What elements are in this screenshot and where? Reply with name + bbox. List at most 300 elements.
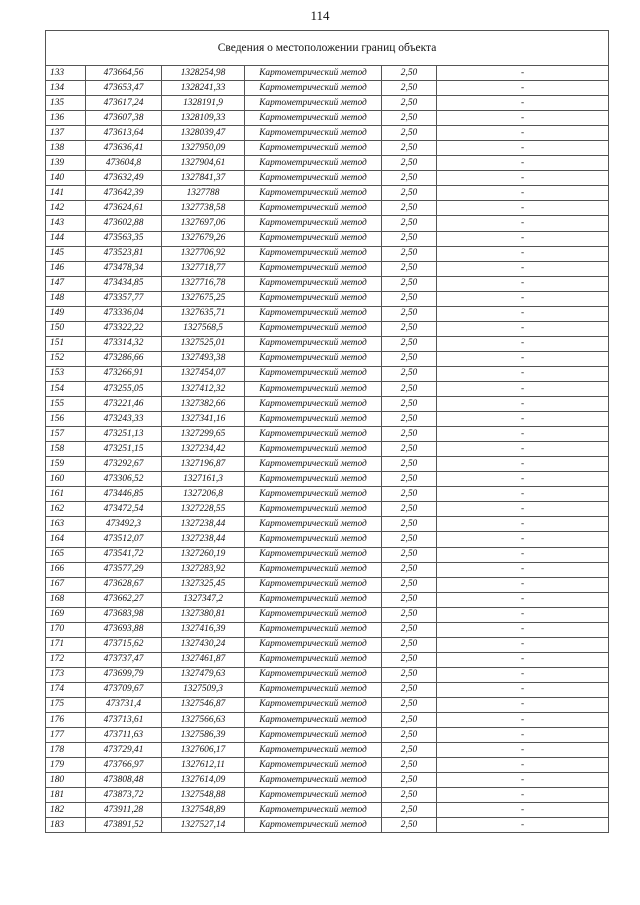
point-number-cell: 144 — [46, 231, 86, 246]
precision-cell: 2,50 — [382, 788, 437, 803]
y-coordinate-cell: 1327196,87 — [162, 457, 245, 472]
y-coordinate-cell: 1327347,2 — [162, 592, 245, 607]
y-coordinate-cell: 1328241,33 — [162, 81, 245, 96]
description-cell: - — [437, 126, 609, 141]
method-cell: Картометрический метод — [245, 397, 382, 412]
y-coordinate-cell: 1327950,09 — [162, 141, 245, 156]
x-coordinate-cell: 473729,41 — [86, 743, 162, 758]
method-cell: Картометрический метод — [245, 562, 382, 577]
precision-cell: 2,50 — [382, 412, 437, 427]
method-cell: Картометрический метод — [245, 532, 382, 547]
precision-cell: 2,50 — [382, 81, 437, 96]
description-cell: - — [437, 216, 609, 231]
description-cell: - — [437, 622, 609, 637]
table-row — [46, 351, 609, 366]
table-row — [46, 622, 609, 637]
y-coordinate-cell: 1328254,98 — [162, 66, 245, 81]
precision-cell: 2,50 — [382, 111, 437, 126]
point-number-cell: 173 — [46, 667, 86, 682]
method-cell: Картометрический метод — [245, 487, 382, 502]
y-coordinate-cell: 1327380,81 — [162, 607, 245, 622]
table-row — [46, 231, 609, 246]
y-coordinate-cell: 1327260,19 — [162, 547, 245, 562]
method-cell: Картометрический метод — [245, 291, 382, 306]
table-row — [46, 547, 609, 562]
description-cell: - — [437, 803, 609, 818]
method-cell: Картометрический метод — [245, 141, 382, 156]
table-row — [46, 126, 609, 141]
method-cell: Картометрический метод — [245, 381, 382, 396]
precision-cell: 2,50 — [382, 773, 437, 788]
precision-cell: 2,50 — [382, 622, 437, 637]
description-cell: - — [437, 336, 609, 351]
point-number-cell: 172 — [46, 652, 86, 667]
x-coordinate-cell: 473512,07 — [86, 532, 162, 547]
method-cell: Картометрический метод — [245, 66, 382, 81]
description-cell: - — [437, 592, 609, 607]
method-cell: Картометрический метод — [245, 306, 382, 321]
point-number-cell: 142 — [46, 201, 86, 216]
table-row — [46, 592, 609, 607]
description-cell: - — [437, 381, 609, 396]
x-coordinate-cell: 473306,52 — [86, 472, 162, 487]
precision-cell: 2,50 — [382, 96, 437, 111]
description-cell: - — [437, 713, 609, 728]
x-coordinate-cell: 473243,33 — [86, 412, 162, 427]
method-cell: Картометрический метод — [245, 321, 382, 336]
method-cell: Картометрический метод — [245, 186, 382, 201]
point-number-cell: 148 — [46, 291, 86, 306]
x-coordinate-cell: 473628,67 — [86, 577, 162, 592]
x-coordinate-cell: 473541,72 — [86, 547, 162, 562]
method-cell: Картометрический метод — [245, 81, 382, 96]
table-row — [46, 758, 609, 773]
table-row — [46, 442, 609, 457]
precision-cell: 2,50 — [382, 758, 437, 773]
y-coordinate-cell: 1327706,92 — [162, 246, 245, 261]
precision-cell: 2,50 — [382, 713, 437, 728]
description-cell: - — [437, 517, 609, 532]
method-cell: Картометрический метод — [245, 667, 382, 682]
point-number-cell: 178 — [46, 743, 86, 758]
table-row — [46, 472, 609, 487]
x-coordinate-cell: 473336,04 — [86, 306, 162, 321]
table-row — [46, 336, 609, 351]
table-body — [46, 66, 609, 833]
y-coordinate-cell: 1327299,65 — [162, 427, 245, 442]
point-number-cell: 156 — [46, 412, 86, 427]
method-cell: Картометрический метод — [245, 276, 382, 291]
precision-cell: 2,50 — [382, 592, 437, 607]
description-cell: - — [437, 773, 609, 788]
method-cell: Картометрический метод — [245, 637, 382, 652]
precision-cell: 2,50 — [382, 667, 437, 682]
table-row — [46, 502, 609, 517]
y-coordinate-cell: 1327283,92 — [162, 562, 245, 577]
description-cell: - — [437, 743, 609, 758]
description-cell: - — [437, 697, 609, 712]
page-number: 114 — [310, 8, 330, 23]
table-row — [46, 186, 609, 201]
x-coordinate-cell: 473624,61 — [86, 201, 162, 216]
description-cell: - — [437, 532, 609, 547]
method-cell: Картометрический метод — [245, 427, 382, 442]
point-number-cell: 168 — [46, 592, 86, 607]
point-number-cell: 177 — [46, 728, 86, 743]
x-coordinate-cell: 473711,63 — [86, 728, 162, 743]
description-cell: - — [437, 788, 609, 803]
y-coordinate-cell: 1327546,87 — [162, 697, 245, 712]
table-row — [46, 773, 609, 788]
description-cell: - — [437, 276, 609, 291]
x-coordinate-cell: 473251,13 — [86, 427, 162, 442]
y-coordinate-cell: 1327382,66 — [162, 397, 245, 412]
precision-cell: 2,50 — [382, 472, 437, 487]
point-number-cell: 155 — [46, 397, 86, 412]
point-number-cell: 153 — [46, 366, 86, 381]
method-cell: Картометрический метод — [245, 728, 382, 743]
x-coordinate-cell: 473434,85 — [86, 276, 162, 291]
description-cell: - — [437, 246, 609, 261]
precision-cell: 2,50 — [382, 201, 437, 216]
y-coordinate-cell: 1327509,3 — [162, 682, 245, 697]
precision-cell: 2,50 — [382, 818, 437, 833]
y-coordinate-cell: 1327612,11 — [162, 758, 245, 773]
table-row — [46, 96, 609, 111]
point-number-cell: 140 — [46, 171, 86, 186]
x-coordinate-cell: 473737,47 — [86, 652, 162, 667]
table-row — [46, 156, 609, 171]
y-coordinate-cell: 1327614,09 — [162, 773, 245, 788]
precision-cell: 2,50 — [382, 231, 437, 246]
method-cell: Картометрический метод — [245, 442, 382, 457]
table-row — [46, 577, 609, 592]
x-coordinate-cell: 473715,62 — [86, 637, 162, 652]
precision-cell: 2,50 — [382, 126, 437, 141]
precision-cell: 2,50 — [382, 216, 437, 231]
x-coordinate-cell: 473604,8 — [86, 156, 162, 171]
precision-cell: 2,50 — [382, 276, 437, 291]
y-coordinate-cell: 1327697,06 — [162, 216, 245, 231]
description-cell: - — [437, 171, 609, 186]
description-cell: - — [437, 502, 609, 517]
method-cell: Картометрический метод — [245, 607, 382, 622]
x-coordinate-cell: 473292,67 — [86, 457, 162, 472]
x-coordinate-cell: 473911,28 — [86, 803, 162, 818]
precision-cell: 2,50 — [382, 141, 437, 156]
description-cell: - — [437, 156, 609, 171]
y-coordinate-cell: 1327841,37 — [162, 171, 245, 186]
description-cell: - — [437, 412, 609, 427]
method-cell: Картометрический метод — [245, 472, 382, 487]
y-coordinate-cell: 1327479,63 — [162, 667, 245, 682]
precision-cell: 2,50 — [382, 397, 437, 412]
x-coordinate-cell: 473478,34 — [86, 261, 162, 276]
table-row — [46, 81, 609, 96]
x-coordinate-cell: 473251,15 — [86, 442, 162, 457]
method-cell: Картометрический метод — [245, 803, 382, 818]
precision-cell: 2,50 — [382, 532, 437, 547]
table-row — [46, 697, 609, 712]
method-cell: Картометрический метод — [245, 743, 382, 758]
point-number-cell: 183 — [46, 818, 86, 833]
precision-cell: 2,50 — [382, 577, 437, 592]
x-coordinate-cell: 473808,48 — [86, 773, 162, 788]
method-cell: Картометрический метод — [245, 622, 382, 637]
precision-cell: 2,50 — [382, 336, 437, 351]
description-cell: - — [437, 351, 609, 366]
description-cell: - — [437, 366, 609, 381]
x-coordinate-cell: 473683,98 — [86, 607, 162, 622]
y-coordinate-cell: 1327461,87 — [162, 652, 245, 667]
method-cell: Картометрический метод — [245, 216, 382, 231]
precision-cell: 2,50 — [382, 457, 437, 472]
description-cell: - — [437, 487, 609, 502]
y-coordinate-cell: 1327566,63 — [162, 713, 245, 728]
description-cell: - — [437, 186, 609, 201]
x-coordinate-cell: 473602,88 — [86, 216, 162, 231]
table-row — [46, 261, 609, 276]
table-row — [46, 291, 609, 306]
x-coordinate-cell: 473613,64 — [86, 126, 162, 141]
x-coordinate-cell: 473472,54 — [86, 502, 162, 517]
point-number-cell: 170 — [46, 622, 86, 637]
description-cell: - — [437, 637, 609, 652]
method-cell: Картометрический метод — [245, 682, 382, 697]
x-coordinate-cell: 473766,97 — [86, 758, 162, 773]
x-coordinate-cell: 473577,29 — [86, 562, 162, 577]
method-cell: Картометрический метод — [245, 592, 382, 607]
method-cell: Картометрический метод — [245, 261, 382, 276]
method-cell: Картометрический метод — [245, 126, 382, 141]
description-cell: - — [437, 397, 609, 412]
x-coordinate-cell: 473563,35 — [86, 231, 162, 246]
point-number-cell: 182 — [46, 803, 86, 818]
description-cell: - — [437, 111, 609, 126]
y-coordinate-cell: 1327238,44 — [162, 517, 245, 532]
description-cell: - — [437, 321, 609, 336]
point-number-cell: 135 — [46, 96, 86, 111]
table-row — [46, 532, 609, 547]
table-row — [46, 201, 609, 216]
precision-cell: 2,50 — [382, 487, 437, 502]
table-row — [46, 743, 609, 758]
precision-cell: 2,50 — [382, 652, 437, 667]
y-coordinate-cell: 1327606,17 — [162, 743, 245, 758]
y-coordinate-cell: 1327738,58 — [162, 201, 245, 216]
x-coordinate-cell: 473607,38 — [86, 111, 162, 126]
x-coordinate-cell: 473709,67 — [86, 682, 162, 697]
y-coordinate-cell: 1327788 — [162, 186, 245, 201]
precision-cell: 2,50 — [382, 186, 437, 201]
table-row — [46, 637, 609, 652]
description-cell: - — [437, 66, 609, 81]
x-coordinate-cell: 473632,49 — [86, 171, 162, 186]
x-coordinate-cell: 473357,77 — [86, 291, 162, 306]
description-cell: - — [437, 728, 609, 743]
precision-cell: 2,50 — [382, 171, 437, 186]
method-cell: Картометрический метод — [245, 171, 382, 186]
x-coordinate-cell: 473266,91 — [86, 366, 162, 381]
point-number-cell: 158 — [46, 442, 86, 457]
precision-cell: 2,50 — [382, 517, 437, 532]
description-cell: - — [437, 261, 609, 276]
table-row — [46, 667, 609, 682]
point-number-cell: 152 — [46, 351, 86, 366]
point-number-cell: 171 — [46, 637, 86, 652]
method-cell: Картометрический метод — [245, 231, 382, 246]
table-row — [46, 427, 609, 442]
y-coordinate-cell: 1327548,89 — [162, 803, 245, 818]
table-row — [46, 397, 609, 412]
y-coordinate-cell: 1327568,5 — [162, 321, 245, 336]
point-number-cell: 176 — [46, 713, 86, 728]
method-cell: Картометрический метод — [245, 517, 382, 532]
description-cell: - — [437, 201, 609, 216]
x-coordinate-cell: 473636,41 — [86, 141, 162, 156]
y-coordinate-cell: 1328109,33 — [162, 111, 245, 126]
method-cell: Картометрический метод — [245, 366, 382, 381]
method-cell: Картометрический метод — [245, 697, 382, 712]
precision-cell: 2,50 — [382, 547, 437, 562]
y-coordinate-cell: 1327454,07 — [162, 366, 245, 381]
description-cell: - — [437, 562, 609, 577]
table-row — [46, 141, 609, 156]
y-coordinate-cell: 1327635,71 — [162, 306, 245, 321]
x-coordinate-cell: 473523,81 — [86, 246, 162, 261]
x-coordinate-cell: 473255,05 — [86, 381, 162, 396]
point-number-cell: 181 — [46, 788, 86, 803]
description-cell: - — [437, 758, 609, 773]
point-number-cell: 141 — [46, 186, 86, 201]
y-coordinate-cell: 1327718,77 — [162, 261, 245, 276]
y-coordinate-cell: 1327416,39 — [162, 622, 245, 637]
point-number-cell: 157 — [46, 427, 86, 442]
point-number-cell: 149 — [46, 306, 86, 321]
point-number-cell: 139 — [46, 156, 86, 171]
point-number-cell: 175 — [46, 697, 86, 712]
table-title: Сведения о местоположении границ объекта — [46, 31, 609, 66]
y-coordinate-cell: 1327679,26 — [162, 231, 245, 246]
method-cell: Картометрический метод — [245, 96, 382, 111]
table-row — [46, 111, 609, 126]
point-number-cell: 133 — [46, 66, 86, 81]
y-coordinate-cell: 1327412,32 — [162, 381, 245, 396]
point-number-cell: 151 — [46, 336, 86, 351]
y-coordinate-cell: 1327493,38 — [162, 351, 245, 366]
precision-cell: 2,50 — [382, 306, 437, 321]
point-number-cell: 145 — [46, 246, 86, 261]
precision-cell: 2,50 — [382, 743, 437, 758]
y-coordinate-cell: 1327206,8 — [162, 487, 245, 502]
precision-cell: 2,50 — [382, 321, 437, 336]
method-cell: Картометрический метод — [245, 713, 382, 728]
y-coordinate-cell: 1327548,88 — [162, 788, 245, 803]
table-row — [46, 412, 609, 427]
table-title-row — [46, 31, 609, 66]
description-cell: - — [437, 96, 609, 111]
y-coordinate-cell: 1328191,9 — [162, 96, 245, 111]
point-number-cell: 164 — [46, 532, 86, 547]
description-cell: - — [437, 457, 609, 472]
point-number-cell: 150 — [46, 321, 86, 336]
precision-cell: 2,50 — [382, 261, 437, 276]
description-cell: - — [437, 818, 609, 833]
point-number-cell: 169 — [46, 607, 86, 622]
description-cell: - — [437, 141, 609, 156]
method-cell: Картометрический метод — [245, 758, 382, 773]
x-coordinate-cell: 473713,61 — [86, 713, 162, 728]
precision-cell: 2,50 — [382, 502, 437, 517]
table-row — [46, 728, 609, 743]
precision-cell: 2,50 — [382, 291, 437, 306]
point-number-cell: 165 — [46, 547, 86, 562]
description-cell: - — [437, 442, 609, 457]
method-cell: Картометрический метод — [245, 246, 382, 261]
point-number-cell: 160 — [46, 472, 86, 487]
table-row — [46, 66, 609, 81]
table-row — [46, 517, 609, 532]
table-row — [46, 381, 609, 396]
point-number-cell: 136 — [46, 111, 86, 126]
y-coordinate-cell: 1327341,16 — [162, 412, 245, 427]
table-row — [46, 652, 609, 667]
point-number-cell: 167 — [46, 577, 86, 592]
x-coordinate-cell: 473322,22 — [86, 321, 162, 336]
table-row — [46, 276, 609, 291]
description-cell: - — [437, 291, 609, 306]
table-row — [46, 803, 609, 818]
precision-cell: 2,50 — [382, 427, 437, 442]
table-row — [46, 487, 609, 502]
y-coordinate-cell: 1327238,44 — [162, 532, 245, 547]
x-coordinate-cell: 473492,3 — [86, 517, 162, 532]
precision-cell: 2,50 — [382, 442, 437, 457]
precision-cell: 2,50 — [382, 351, 437, 366]
point-number-cell: 154 — [46, 381, 86, 396]
point-number-cell: 146 — [46, 261, 86, 276]
table-row — [46, 562, 609, 577]
point-number-cell: 137 — [46, 126, 86, 141]
precision-cell: 2,50 — [382, 156, 437, 171]
table-row — [46, 306, 609, 321]
description-cell: - — [437, 577, 609, 592]
y-coordinate-cell: 1328039,47 — [162, 126, 245, 141]
point-number-cell: 162 — [46, 502, 86, 517]
method-cell: Картометрический метод — [245, 111, 382, 126]
x-coordinate-cell: 473617,24 — [86, 96, 162, 111]
y-coordinate-cell: 1327325,45 — [162, 577, 245, 592]
method-cell: Картометрический метод — [245, 652, 382, 667]
description-cell: - — [437, 652, 609, 667]
point-number-cell: 163 — [46, 517, 86, 532]
precision-cell: 2,50 — [382, 803, 437, 818]
y-coordinate-cell: 1327525,01 — [162, 336, 245, 351]
method-cell: Картометрический метод — [245, 351, 382, 366]
y-coordinate-cell: 1327161,3 — [162, 472, 245, 487]
y-coordinate-cell: 1327675,25 — [162, 291, 245, 306]
x-coordinate-cell: 473699,79 — [86, 667, 162, 682]
point-number-cell: 161 — [46, 487, 86, 502]
point-number-cell: 147 — [46, 276, 86, 291]
precision-cell: 2,50 — [382, 607, 437, 622]
table-row — [46, 366, 609, 381]
description-cell: - — [437, 472, 609, 487]
method-cell: Картометрический метод — [245, 788, 382, 803]
precision-cell: 2,50 — [382, 366, 437, 381]
y-coordinate-cell: 1327904,61 — [162, 156, 245, 171]
precision-cell: 2,50 — [382, 66, 437, 81]
